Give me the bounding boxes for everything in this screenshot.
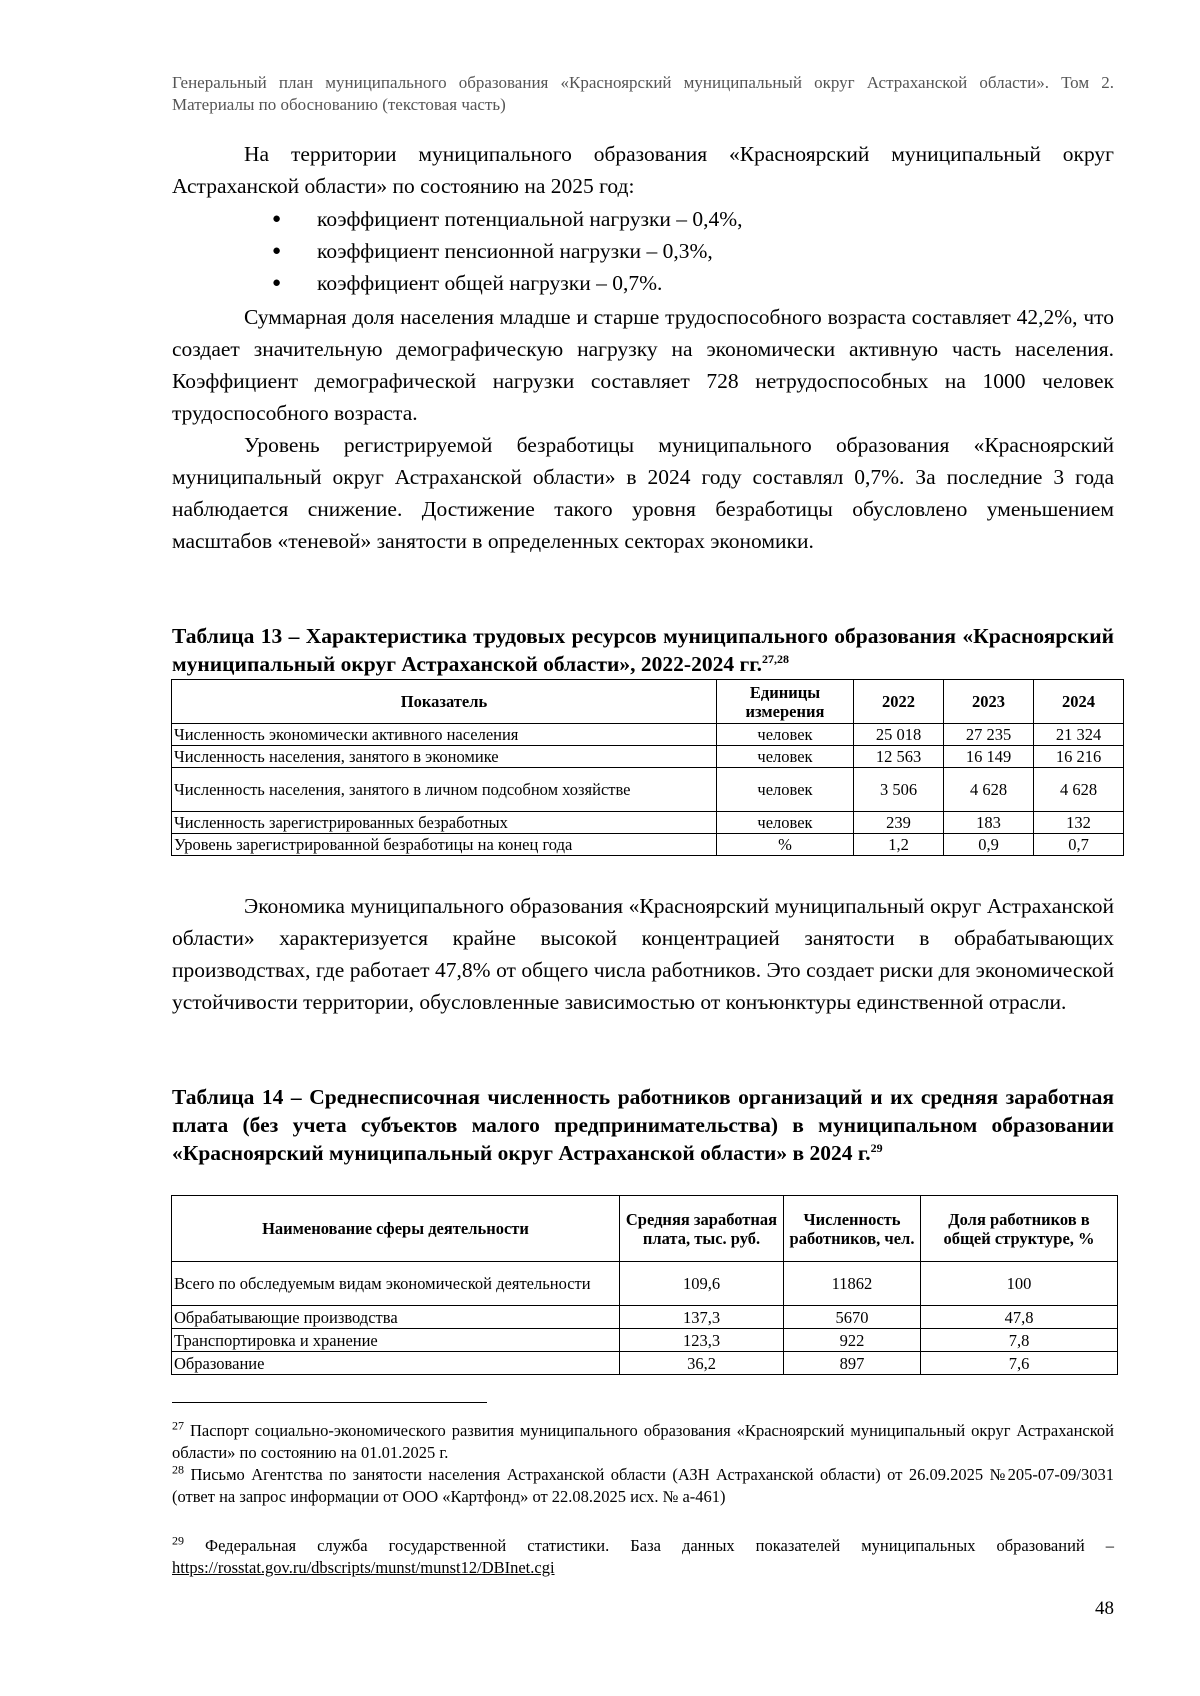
table-cell: Транспортировка и хранение [172, 1329, 620, 1352]
column-header: Численность работников, чел. [784, 1196, 921, 1262]
table-row [172, 768, 1124, 812]
table-cell: Численность населения, занятого в экономике [172, 746, 717, 768]
table-cell: Обрабатывающие производства [172, 1306, 620, 1329]
table-cell: 3 506 [854, 768, 944, 812]
table-cell: Численность населения, занятого в личном подсобном хозяйстве [172, 768, 717, 812]
table-cell: человек [717, 768, 854, 812]
table-cell: 239 [854, 812, 944, 834]
running-header: Генеральный план муниципального образования «Красноярский муниципальный округ Астраханской области». Том 2. Материалы по обоснованию (текстовая часть) [172, 73, 1114, 114]
rosstat-link[interactable]: https://rosstat.gov.ru/dbscripts/munst/munst12/DBInet.cgi [172, 1558, 555, 1577]
table-14 [171, 1195, 1118, 1375]
table-cell: 1,2 [854, 834, 944, 856]
table-cell: 7,6 [921, 1352, 1118, 1375]
table-cell: 4 628 [1034, 768, 1124, 812]
load-coefficients-list [172, 203, 1114, 299]
table-row [172, 1352, 1118, 1375]
column-header: 2022 [854, 680, 944, 724]
table-cell: 21 324 [1034, 724, 1124, 746]
table-cell: 16 216 [1034, 746, 1124, 768]
footnote-27 [172, 1420, 1114, 1464]
table-row [172, 834, 1124, 856]
table-cell: 109,6 [620, 1262, 784, 1306]
table-cell: 100 [921, 1262, 1118, 1306]
table-cell: 183 [944, 812, 1034, 834]
table-cell: % [717, 834, 854, 856]
table-cell: 7,8 [921, 1329, 1118, 1352]
table-14-caption-text: Таблица 14 – Среднесписочная численность работников организаций и их средняя заработная плата (без учета субъектов малого предпринимательства) в муниципальном образовании «Красноярский муниципальный округ Астраханской области» в 2024 г. [172, 1085, 1114, 1165]
footnote-ref: 29 [870, 1140, 883, 1155]
column-header: Доля работников в общей структуре, % [921, 1196, 1118, 1262]
table-row [172, 1306, 1118, 1329]
footnote-ref: 27,28 [761, 651, 789, 666]
unemployment-paragraph: Уровень регистрируемой безработицы муниципального образования «Красноярский муниципальный округ Астраханской области» в 2024 году составлял 0,7%. За последние 3 года наблюдается снижение. Достижение такого уровня безработицы обусловлено уменьшением масштабов «теневой» занятости в определенных секторах экономики. [172, 433, 1114, 553]
footnote-separator [172, 1402, 487, 1403]
table-header-row [172, 680, 1124, 724]
table-cell: человек [717, 724, 854, 746]
table-cell: 0,9 [944, 834, 1034, 856]
table-row [172, 724, 1124, 746]
table-cell: Уровень зарегистрированной безработицы на конец года [172, 834, 717, 856]
footnote-29 [172, 1535, 1114, 1579]
table-row [172, 746, 1124, 768]
table-cell: 16 149 [944, 746, 1034, 768]
table-row [172, 812, 1124, 834]
table-header-row [172, 1196, 1118, 1262]
list-item: ● коэффициент потенциальной нагрузки – 0,4%, [172, 203, 1114, 235]
table-13-caption-text: Таблица 13 – Характеристика трудовых ресурсов муниципального образования «Красноярский муниципальный округ Астраханской области», 2022-2024 гг. [172, 624, 1114, 676]
table-cell: 137,3 [620, 1306, 784, 1329]
table-cell: Всего по обследуемым видам экономической деятельности [172, 1262, 620, 1306]
table-cell: 11862 [784, 1262, 921, 1306]
column-header: Показатель [172, 680, 717, 724]
table-cell: Численность зарегистрированных безработных [172, 812, 717, 834]
table-cell: 922 [784, 1329, 921, 1352]
table-13-caption [172, 622, 1114, 678]
table-13 [171, 679, 1124, 856]
table-cell: 36,2 [620, 1352, 784, 1375]
demographic-load-paragraph: Суммарная доля населения младше и старше трудоспособного возраста составляет 42,2%, что создает значительную демографическую нагрузку на экономически активную часть населения. Коэффициент демографической нагрузки составляет 728 нетрудоспособных на 1000 человек трудоспособного возраста. [172, 305, 1114, 425]
table-cell: 897 [784, 1352, 921, 1375]
table-cell: 123,3 [620, 1329, 784, 1352]
column-header: 2024 [1034, 680, 1124, 724]
footnote-number: 29 [172, 1533, 184, 1548]
table-cell: 132 [1034, 812, 1124, 834]
footnote-number: 27 [172, 1418, 184, 1433]
table-row [172, 1329, 1118, 1352]
list-item: ● коэффициент пенсионной нагрузки – 0,3%, [172, 235, 1114, 267]
footnote-text: Федеральная служба государственной статистики. База данных показателей муниципальных образований – [205, 1536, 1115, 1555]
table-cell: 5670 [784, 1306, 921, 1329]
table-cell: 12 563 [854, 746, 944, 768]
table-cell: 0,7 [1034, 834, 1124, 856]
table-cell: 27 235 [944, 724, 1034, 746]
column-header: Единицы измерения [717, 680, 854, 724]
table-cell: 47,8 [921, 1306, 1118, 1329]
list-item: ● коэффициент общей нагрузки – 0,7%. [172, 267, 1114, 299]
page-number: 48 [1095, 1598, 1114, 1619]
footnote-text: Письмо Агентства по занятости населения Астраханской области (АЗН Астраханской области) от 26.09.2025 №205-07-09/3031 (ответ на запрос информации от ООО «Картфонд» от 22.08.2025 исх. № а-461) [172, 1465, 1114, 1506]
table-cell: Образование [172, 1352, 620, 1375]
table-cell: человек [717, 746, 854, 768]
column-header: Наименование сферы деятельности [172, 1196, 620, 1262]
footnote-text: Паспорт социально-экономического развития муниципального образования «Красноярский муниципальный округ Астраханской области» по состоянию на 01.01.2025 г. [172, 1421, 1115, 1462]
table-cell: Численность экономически активного населения [172, 724, 717, 746]
column-header: 2023 [944, 680, 1034, 724]
table-cell: человек [717, 812, 854, 834]
table-14-caption [172, 1083, 1114, 1167]
column-header: Средняя заработная плата, тыс. руб. [620, 1196, 784, 1262]
table-cell: 25 018 [854, 724, 944, 746]
economy-paragraph: Экономика муниципального образования «Красноярский муниципальный округ Астраханской области» характеризуется крайне высокой концентрацией занятости в обрабатывающих производствах, где работает 47,8% от общего числа работников. Это создает риски для экономической устойчивости территории, обусловленные зависимостью от конъюнктуры единственной отрасли. [172, 894, 1114, 1014]
footnote-28 [172, 1464, 1114, 1508]
table-cell: 4 628 [944, 768, 1034, 812]
footnote-number: 28 [172, 1462, 184, 1477]
table-row [172, 1262, 1118, 1306]
intro-paragraph: На территории муниципального образования «Красноярский муниципальный округ Астраханской области» по состоянию на 2025 год: [172, 142, 1114, 198]
